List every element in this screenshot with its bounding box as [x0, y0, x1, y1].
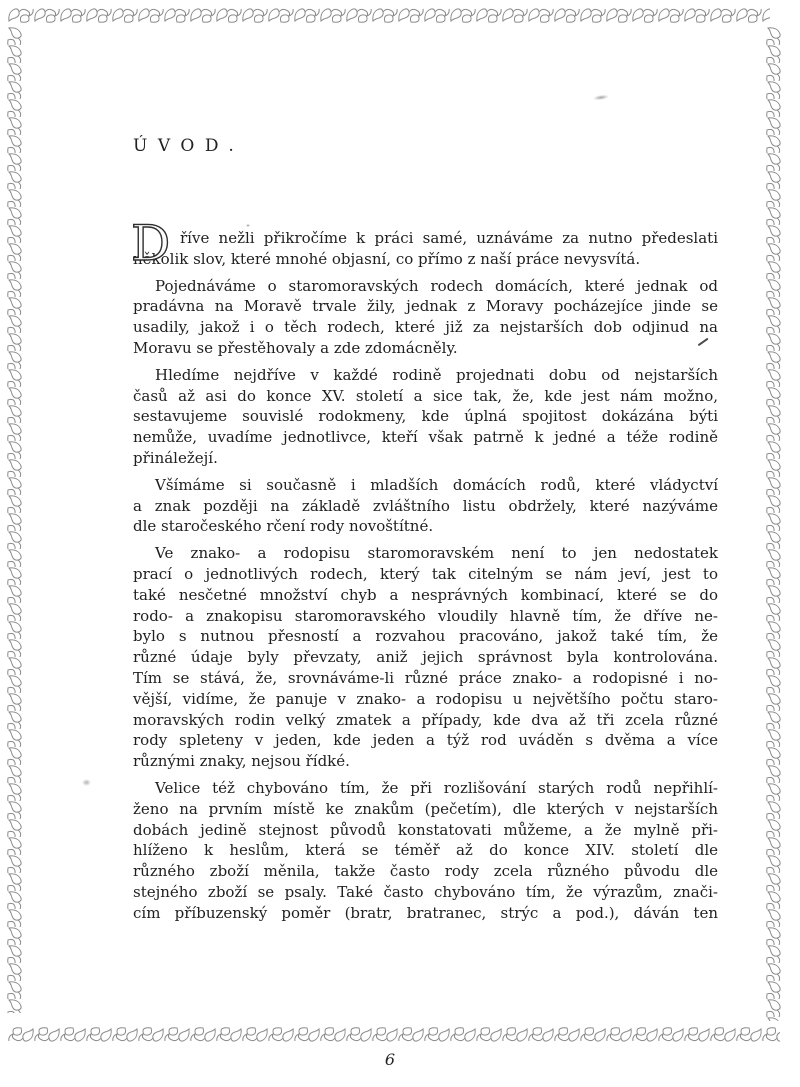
text-line: sestavujeme souvislé rodokmeny, kde úplná spojitost dokázána býti [133, 407, 718, 426]
paragraph [133, 543, 718, 772]
text-line: Velice též chybováno tím, že při rozlišování starých rodů nepřihlí- [155, 778, 718, 797]
paragraph [133, 475, 718, 537]
ink-smudge [82, 779, 91, 786]
text-line: různými znaky, nejsou řídké. [133, 752, 350, 771]
text-line: dle staročeského rčení rody novoštítné. [133, 517, 434, 536]
text-line: stejného zboží se psaly. Také často chybováno tím, že výrazům, znači- [133, 882, 718, 901]
text-line: dobách jedině stejnost původů konstatovati můžeme, a že mylně při- [133, 820, 718, 839]
text-line: hlíženo k heslům, která se téměř až do konce XIV. století dle [133, 841, 718, 860]
text-line: Pojednáváme o staromoravských rodech domácích, které jednak od [155, 276, 718, 295]
ornamental-border-bottom [8, 1025, 780, 1045]
text-line: cím příbuzenský poměr (bratr, bratranec, strýc a pod.), dáván ten [133, 903, 718, 922]
text-line: Všímáme si současně i mladších domácích rodů, které vládyctví [155, 475, 718, 494]
text-line: několik slov, které mnohé objasní, co přímo z naší práce nevysvítá. [133, 249, 641, 268]
paragraph [133, 276, 718, 359]
text-line: nemůže, uvadíme jednotlivce, kteří však patrně k jedné a téže rodině [133, 428, 718, 447]
ornamental-border-left [5, 27, 25, 1013]
paragraph [133, 778, 718, 924]
text-line: prací o jednotlivých rodech, který tak citelným se nám jeví, jest to [133, 564, 718, 583]
text-line: přináležejí. [133, 448, 218, 467]
text-line: ženo na prvním místě ke znakům (pečetím), dle kterých v nejstarších [133, 799, 718, 818]
text-line: pradávna na Moravě trvale žily, jednak z Moravy pocházejíce jinde se [133, 297, 718, 316]
page-number: 6 [384, 1050, 396, 1069]
text-line: říve nežli přikročíme k práci samé, uznáváme za nutno předeslati [180, 229, 718, 247]
text-line: vější, vidíme, že panuje v znako- a rodopisu u největšího počtu staro- [133, 689, 718, 708]
text-line: rodo- a znakopisu staromoravského vloudily hlavně tím, že dříve ne- [133, 606, 718, 625]
text-line: rody spleteny v jeden, kde jeden a týž rod uváděn s dvěma a více [133, 731, 718, 750]
text-line: bylo s nutnou přesností a rozvahou pracováno, jakož také tím, že [133, 627, 718, 646]
paragraph [131, 215, 718, 272]
text-line: moravských rodin velký zmatek a případy, kde dva až tři zcela různé [133, 710, 718, 729]
text-line: a znak později na základě zvláštního listu obdržely, které nazýváme [133, 496, 718, 515]
text-line: Hledíme nejdříve v každé rodině projednati dobu od nejstarších [155, 365, 718, 384]
drop-cap-letter: D [131, 215, 171, 272]
text-line: časů až asi do konce XV. století a sice tak, že, kde jest nám možno, [133, 386, 718, 405]
text-line: také nesčetné množství chyb a nesprávných kombinací, které se do [133, 585, 718, 604]
text-line: Tím se stává, že, srovnáváme-li různé práce znako- a rodopisné i no- [133, 668, 718, 687]
ornamental-border-right [764, 27, 784, 1021]
text-line: různého zboží měnila, takže často rody zcela různého původu dle [133, 862, 718, 881]
text-line: Moravu se přestěhovaly a zde zdomácněly. [133, 338, 458, 357]
chapter-title: ÚVOD. [133, 136, 245, 156]
text-column [133, 0, 718, 924]
text-line: různé údaje byly převzaty, aniž jejich správnost byla kontrolována. [133, 648, 718, 667]
text-line: Ve znako- a rodopisu staromoravském není to jen nedostatek [155, 544, 718, 563]
paragraphs [131, 215, 718, 924]
paragraph [133, 365, 718, 469]
text-line: usadily, jakož i o těch rodech, které již za nejstarších dob odjinud na [133, 318, 718, 337]
